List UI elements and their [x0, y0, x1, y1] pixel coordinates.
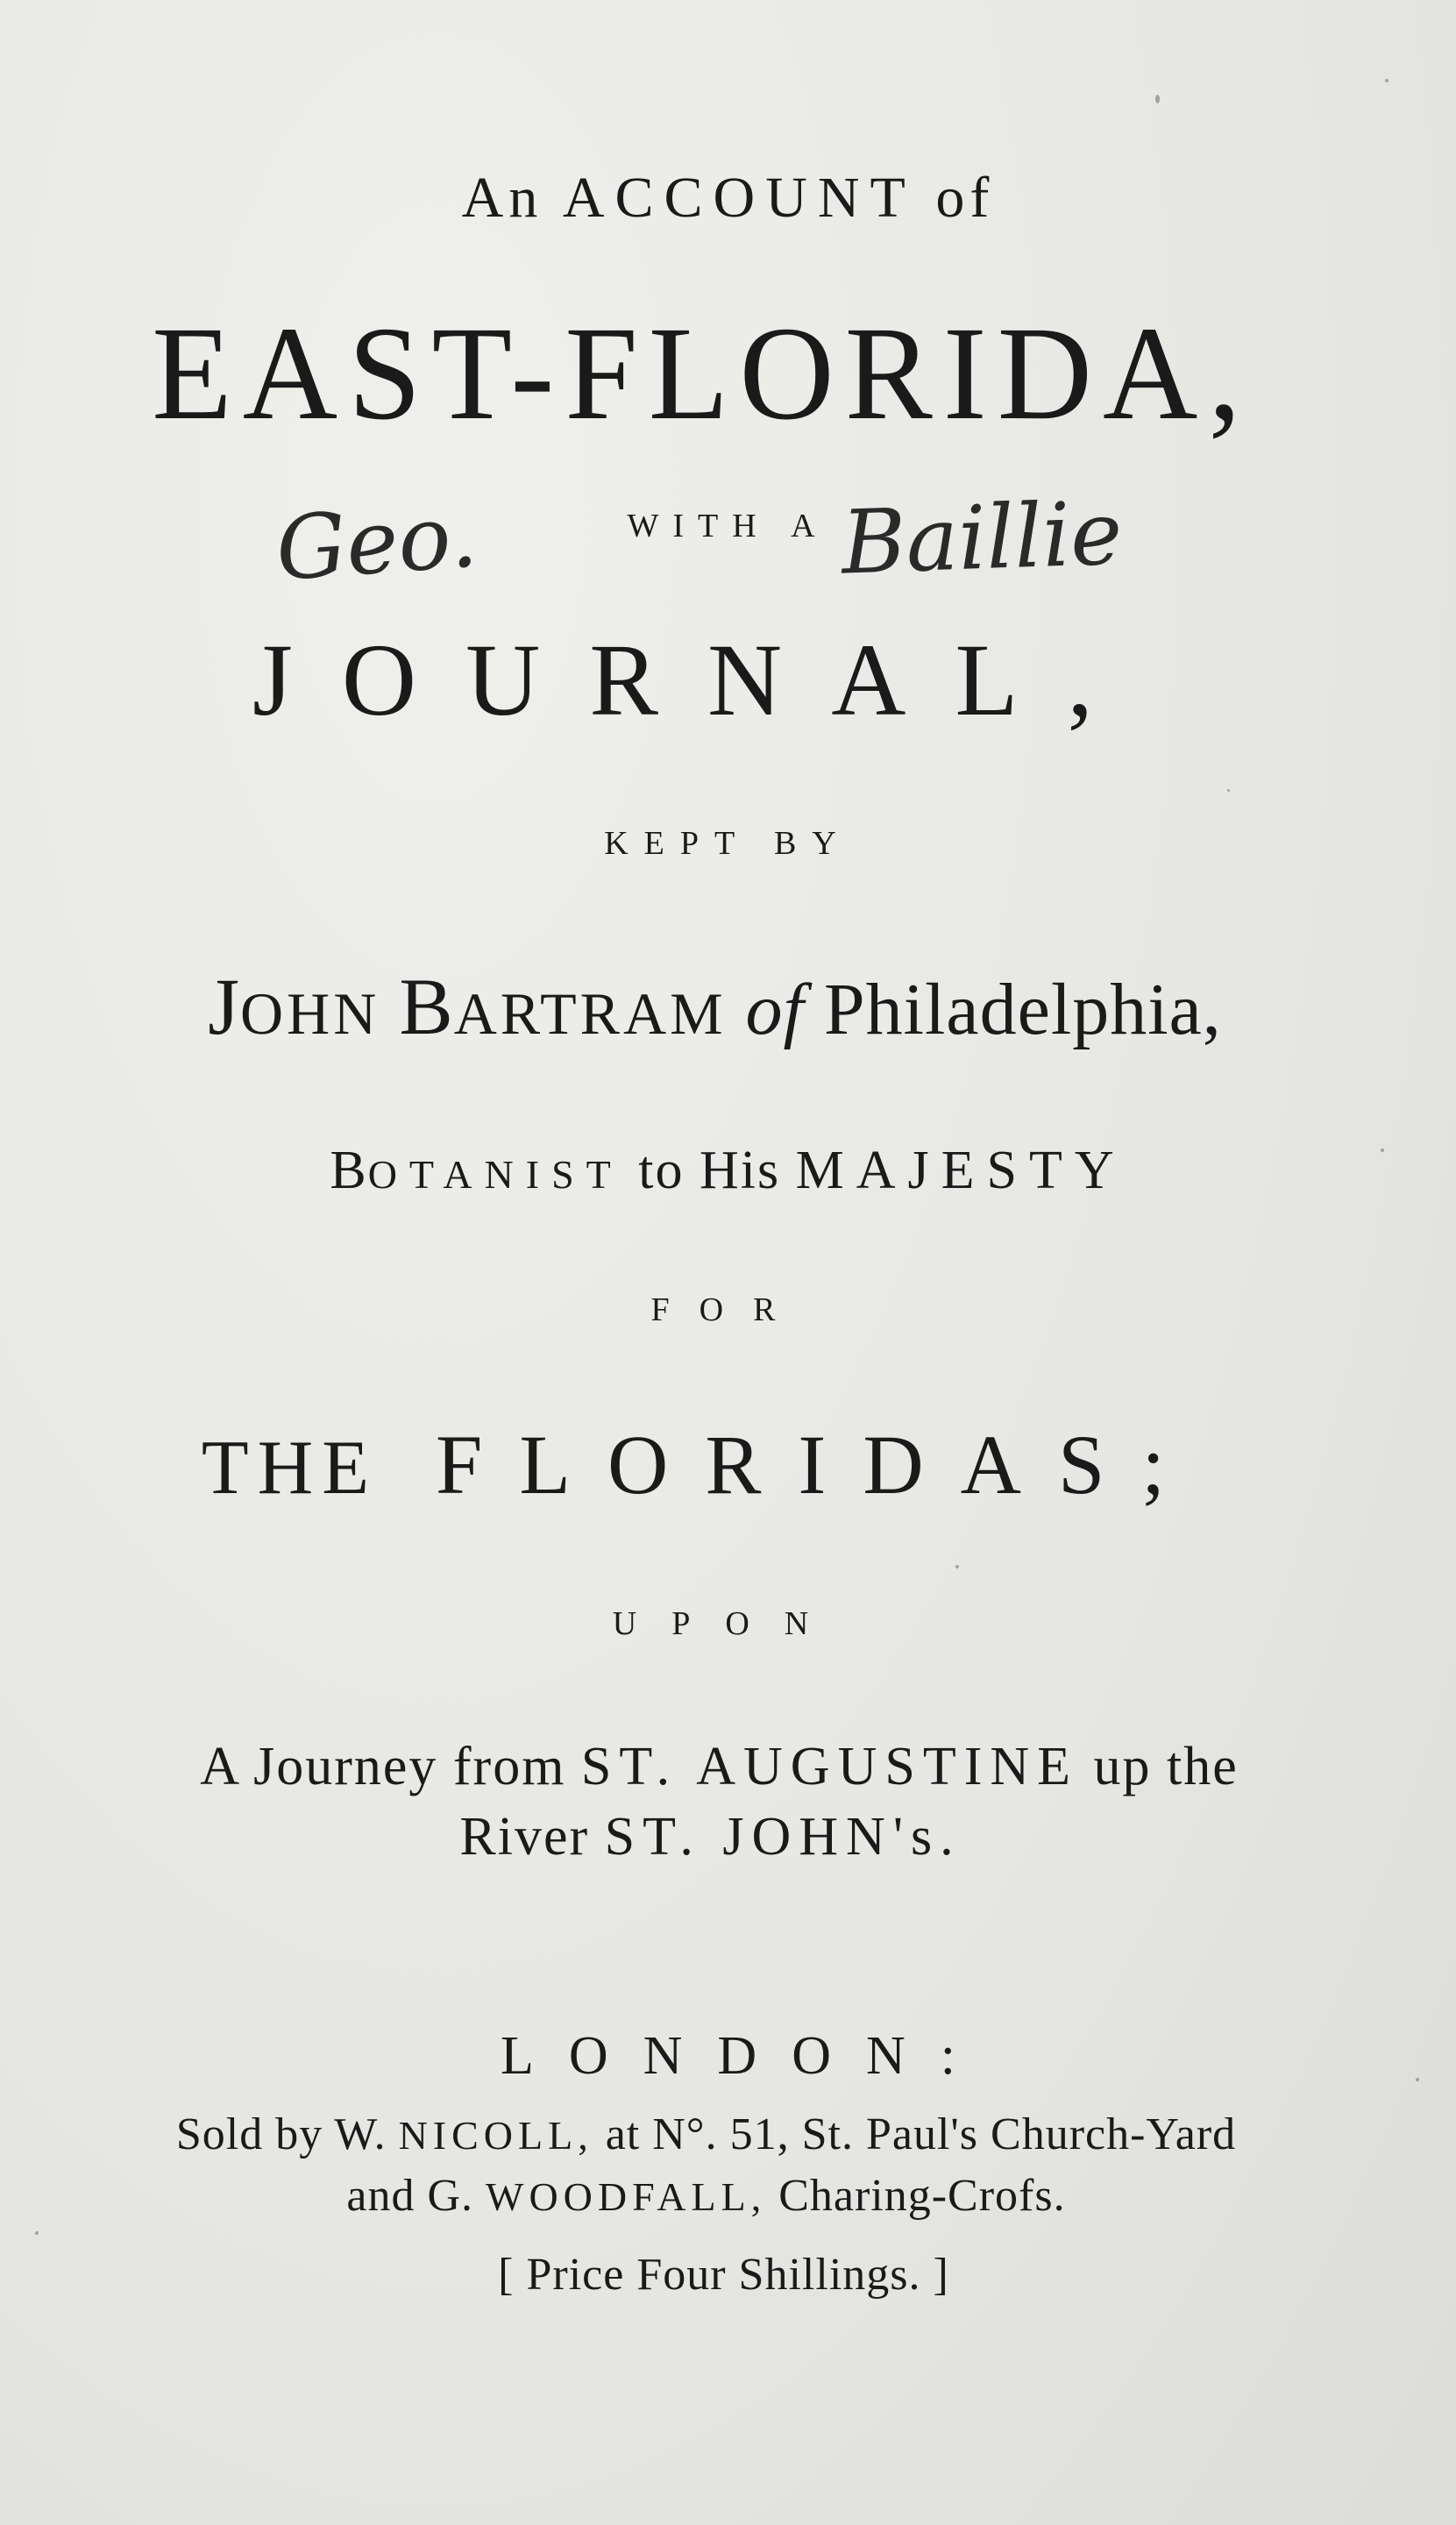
imprint-and-line [0, 2170, 1434, 2222]
title-an: An [461, 166, 543, 230]
title-east-florida: EAST-FLORIDA, [152, 299, 1252, 448]
title-for: FOR [650, 1291, 806, 1328]
imprint-nicoll: NICOLL, [398, 2113, 593, 2158]
imprint-sold-line [0, 2109, 1434, 2160]
title-author-line [0, 960, 1443, 1053]
paper-speck [35, 2231, 39, 2235]
handwritten-geo: Geo. [273, 484, 481, 601]
author-place: Philadelphia, [823, 969, 1222, 1050]
title-with-a: WITH A [627, 508, 829, 544]
title-account: ACCOUNT [562, 166, 916, 230]
imprint-city: LONDON: [501, 2026, 991, 2086]
title-botanist-line [0, 1140, 1456, 1202]
title-river-line [0, 1806, 1438, 1868]
author-initial-j: J [208, 962, 240, 1051]
imprint-and-g: and G. [346, 2171, 474, 2221]
author-of: of [745, 969, 805, 1050]
imprint-price: [ Price Four Shillings. ] [498, 2250, 949, 2300]
title-floridas-line [0, 1416, 1430, 1513]
journey-st-augustine: ST. AUGUSTINE [580, 1737, 1078, 1796]
title-kept-by: KEPT BY [604, 825, 852, 862]
paper-speck [1155, 95, 1160, 103]
journey-up-the: up the [1093, 1737, 1239, 1796]
floridas-word: FLORIDAS; [435, 1418, 1203, 1511]
author-first-name: OHN [240, 980, 380, 1047]
floridas-the: THE [201, 1426, 378, 1511]
title-journal: JOURNAL, [252, 622, 1143, 737]
title-line-account [0, 165, 1456, 231]
title-upon: UPON [612, 1605, 844, 1642]
imprint-woodfall: WOODFALL, [486, 2174, 767, 2219]
journey-from: A Journey from [200, 1737, 566, 1796]
river-st-johns: ST. JOHN's. [604, 1807, 962, 1867]
river-word: River [459, 1807, 590, 1867]
paper-speck [955, 1565, 959, 1568]
botanist-initial: B [330, 1141, 368, 1200]
author-surname: ARTRAM [453, 980, 727, 1047]
paper-speck [1227, 789, 1230, 792]
author-initial-b: B [399, 962, 454, 1051]
title-journey-line [0, 1736, 1447, 1798]
botanist-word: OTANIST [367, 1152, 623, 1197]
botanist-to-his: to His [638, 1141, 781, 1200]
botanist-majesty: MAJESTY [795, 1141, 1126, 1200]
imprint-sold-by: Sold by W. [175, 2109, 387, 2159]
handwritten-baillie: Baillie [840, 481, 1125, 594]
paper-speck [1385, 79, 1389, 82]
imprint-charing-cross: Charing-Crofs. [778, 2171, 1066, 2221]
title-of: of [935, 166, 995, 230]
imprint-address: at N°. 51, St. Paul's Church-Yard [605, 2109, 1237, 2159]
